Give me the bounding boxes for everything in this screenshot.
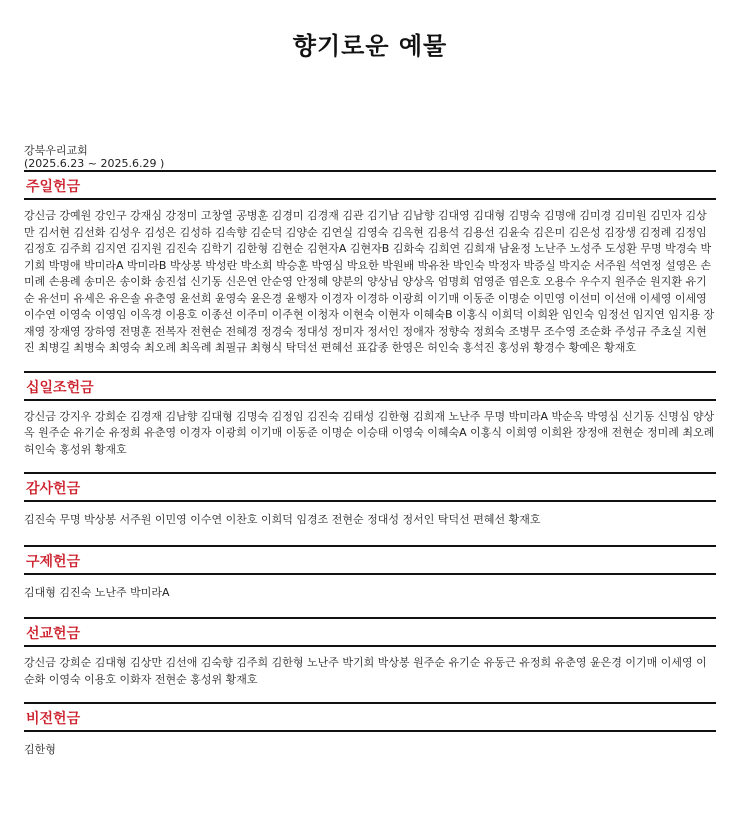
section-thanksgiving-offering [24, 472, 716, 529]
section-title: 감사헌금 [24, 472, 716, 502]
donor-list: 김진숙 무명 박상봉 서주원 이민영 이수연 이찬호 이희덕 임경조 전현순 정대성 정서인 탁덕선 편혜선 황재호 [24, 513, 541, 526]
donor-list: 김한형 [24, 743, 56, 756]
church-name: 강북우리교회 [24, 144, 88, 157]
section-vision-offering [24, 702, 716, 759]
section-title: 선교헌금 [24, 617, 716, 647]
section-title: 구제헌금 [24, 545, 716, 575]
page-title: 향기로운 예물 [292, 32, 448, 60]
section-tithe-offering [24, 371, 716, 459]
section-title: 비전헌금 [24, 702, 716, 732]
section-title: 주일헌금 [24, 170, 716, 200]
donor-list: 강신금 강지우 강희순 김경재 김남향 김대형 김명숙 김정임 김진숙 김태성 김한형 김희재 노난주 무명 박미라A 박순옥 박영심 신기동 신명심 양상옥 원주순 유기순 유정희 유춘영 이경자 이광희 이기매 이동준 이명순 이승태 이영숙 이혜숙A 이홍식 이희영 이희완 장정애 전현순 정미례 최오례 허인숙 홍성위 황재호 [24, 409, 715, 456]
date-range: (2025.6.23 ~ 2025.6.29 ) [24, 157, 165, 170]
section-mission-offering [24, 617, 716, 688]
section-title: 십일조헌금 [24, 371, 716, 401]
donor-list: 강신금 강희순 김대형 김상만 김선애 김숙향 김주희 김한형 노난주 박기희 박상봉 원주순 유기순 유동근 유정희 유춘영 윤은경 이기매 이세영 이순화 이영숙 이용호 이화자 전현순 홍성위 황재호 [24, 656, 707, 686]
section-relief-offering [24, 545, 716, 602]
donor-list: 강신금 강예원 강인구 강재심 강정미 고창열 공병훈 김경미 김경재 김관 김기남 김남향 김대영 김대형 김명숙 김명애 김미경 김미원 김민자 김상만 김서현 김선화 김성우 김성은 김성하 김속향 김순덕 김양순 김연실 김영숙 김옥현 김용석 김용선 김윤숙 김은미 김은성 김장생 김정례 김정임 김정호 김주희 김지연 김지원 김진숙 김학기 김한형 김현순 김현자A 김현자B 김화숙 김희연 김희재 남윤정 노난주 노성주 도성환 무명 박경숙 박기희 박명애 박미라A 박미라B 박상봉 박성란 박소희 박승훈 박영심 박요한 박원배 박유찬 박인숙 박정자 박증실 박지순 서주원 석연정 설영은 손미례 손용례 송미은 송이화 송진섭 신기동 신은연 안순영 안정혜 양분의 양상님 양상옥 엄명희 엄영준 염은호 오용수 우수지 원주순 원지환 유기순 유선미 유세은 유은솔 유춘영 윤선희 윤영숙 윤은경 윤행자 이경자 이경하 이광희 이기매 이동준 이명순 이민영 이선미 이선애 이세영 이세영 이수연 이영숙 이영임 이옥경 이용호 이종선 이주미 이주현 이청자 이현숙 이현자 이혜숙B 이홍식 이희덕 이희완 임인숙 임정선 임지연 임지용 장재영 장재영 장하영 전명훈 전복자 전현순 전혜경 정경숙 정대성 정미자 정서인 정애자 정향숙 정희숙 조병무 조수영 조순화 주성규 주초실 지현진 최병길 최병숙 최영숙 최오례 최옥례 최필규 최형식 탁덕선 편혜선 표갑종 한영은 허인숙 홍석진 홍성위 황경수 황예은 황재호 [24, 209, 715, 354]
donor-list: 김대형 김진숙 노난주 박미라A [24, 585, 170, 599]
section-sunday-offering [24, 170, 716, 357]
